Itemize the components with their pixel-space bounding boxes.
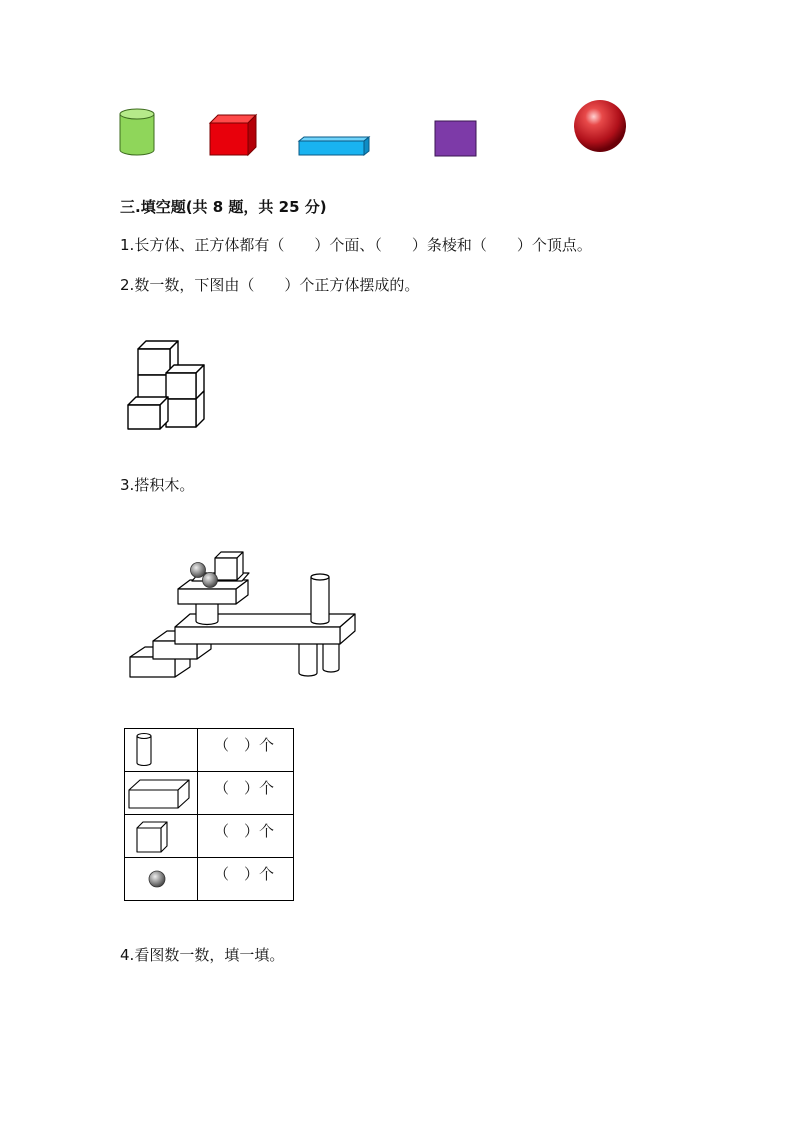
question-number: 3. <box>120 476 135 494</box>
section-title: 三.填空题(共 8 题，共 25 分) <box>120 198 327 216</box>
answer-cell[interactable] <box>198 772 294 815</box>
answer-cell[interactable] <box>198 858 294 901</box>
question-3 <box>120 474 194 495</box>
table-icon-cell <box>125 815 198 858</box>
question-text: 搭积木。 <box>134 476 195 494</box>
green-cylinder-icon <box>118 107 156 157</box>
question-1 <box>120 234 592 255</box>
cylinder-icon <box>125 730 197 770</box>
count-table <box>124 728 294 901</box>
blue-cuboid-icon <box>297 136 371 158</box>
question-number: 2. <box>120 276 135 294</box>
question-text: 看图数一数，填一填。 <box>134 946 285 964</box>
red-ball-icon <box>572 98 628 154</box>
stacked-cubes-figure <box>120 335 220 435</box>
cuboid-icon <box>125 773 197 813</box>
question-text: 数一数，下图由（ ）个正方体摆成的。 <box>134 276 420 294</box>
answer-text: （ ）个 <box>214 865 275 883</box>
answer-cell[interactable] <box>198 729 294 772</box>
question-2 <box>120 274 419 295</box>
red-cube-icon <box>208 113 260 157</box>
purple-square-icon <box>434 120 478 158</box>
ball-icon <box>125 859 197 899</box>
table-row <box>125 815 294 858</box>
answer-text: （ ）个 <box>214 822 275 840</box>
table-row <box>125 858 294 901</box>
shapes-row <box>0 95 794 165</box>
question-number: 4. <box>120 946 135 964</box>
answer-cell[interactable] <box>198 815 294 858</box>
answer-text: （ ）个 <box>214 736 275 754</box>
cube-icon <box>125 816 197 856</box>
answer-text: （ ）个 <box>214 779 275 797</box>
question-text: 长方体、正方体都有（ ）个面、（ ）条棱和（ ）个顶点。 <box>134 236 592 254</box>
question-4 <box>120 944 284 965</box>
table-row <box>125 772 294 815</box>
table-row <box>125 729 294 772</box>
building-blocks-figure <box>125 545 365 685</box>
table-icon-cell <box>125 772 198 815</box>
question-number: 1. <box>120 236 135 254</box>
table-icon-cell <box>125 729 198 772</box>
table-icon-cell <box>125 858 198 901</box>
